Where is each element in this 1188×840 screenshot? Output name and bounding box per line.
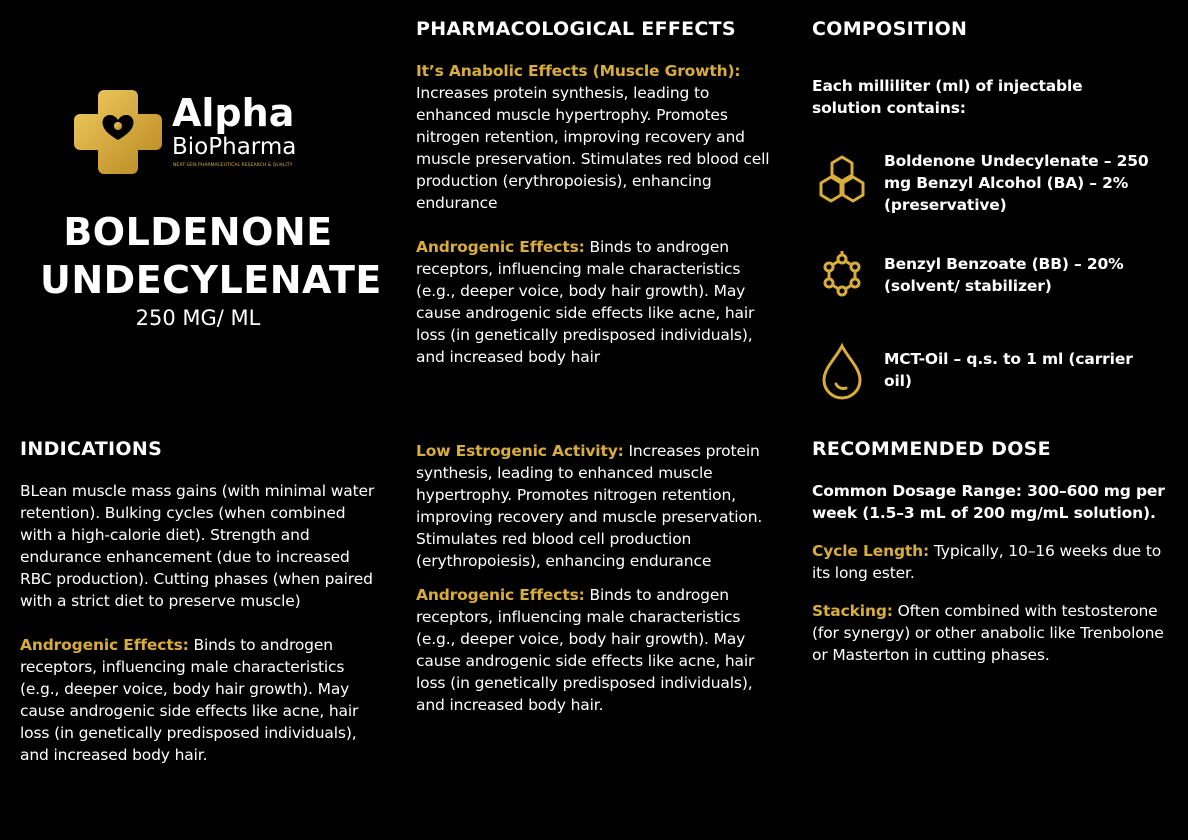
androgenic-effects-label: Androgenic Effects: (416, 586, 585, 604)
low-estrogenic-label: Low Estrogenic Activity: (416, 442, 624, 460)
dosage-range: Common Dosage Range: 300–600 mg per week (1.5–3 mL of 200 mg/mL solution). (812, 482, 1165, 522)
androgenic-effects-text: Binds to androgen receptors, influencing male characteristics (e.g., deeper voice, body hair growth). May cause androgenic side effects like acne, hair loss (in genetically predisposed individuals), and increased body hair (416, 238, 755, 366)
brand-logo (74, 82, 324, 182)
anabolic-effects-paragraph (416, 60, 778, 214)
anabolic-effects-label: It’s Anabolic Effects (Muscle Growth): (416, 62, 741, 80)
oil-drop-icon (812, 340, 872, 400)
cycle-length-text: Typically, 10–16 weeks due to its long ester. (812, 542, 1162, 582)
estrogenic-section (416, 440, 778, 716)
recommended-dose-heading: RECOMMENDED DOSE (812, 438, 1051, 460)
cycle-length-label: Cycle Length: (812, 542, 930, 560)
pharmacological-effects-section (416, 60, 778, 368)
stacking-label: Stacking: (812, 602, 893, 620)
composition-item-text: Benzyl Benzoate (BB) – 20% (solvent/ stabilizer) (884, 255, 1124, 295)
composition-heading: COMPOSITION (812, 18, 968, 40)
androgenic-effects-paragraph (416, 584, 778, 716)
androgenic-effects-label: Androgenic Effects: (20, 636, 189, 654)
androgenic-effects-text: Binds to androgen receptors, influencing male characteristics (e.g., deeper voice, body hair growth). May cause androgenic side effects like acne, hair loss (in genetically predisposed individuals), and increased body hair. (20, 636, 359, 764)
low-estrogenic-text: Increases protein synthesis, leading to enhanced muscle hypertrophy. Promotes nitrogen retention, improving recovery and muscle preservation. Stimulates red blood cell production (erythropoiesis), enhancing endurance (416, 442, 763, 570)
indications-androgenic-paragraph (20, 634, 382, 766)
androgenic-effects-text: Binds to androgen receptors, influencing male characteristics (e.g., deeper voice, body hair growth). May cause androgenic side effects like acne, hair loss (in genetically predisposed individuals), and increased body hair. (416, 586, 755, 714)
stacking-paragraph (812, 600, 1174, 666)
medical-cross-icon (74, 82, 324, 182)
product-title-line2: UNDECYLENATE (40, 258, 382, 302)
cycle-length-paragraph (812, 540, 1174, 584)
indications-section (20, 480, 382, 766)
composition-item (812, 245, 1172, 305)
svg-text:Alpha: Alpha (172, 91, 295, 135)
anabolic-effects-text: Increases protein synthesis, leading to enhanced muscle hypertrophy. Promotes nitrogen retention, improving recovery and muscle preservation. Stimulates red blood cell production (erythropoiesis), enhancing endurance (416, 84, 770, 212)
composition-item (812, 340, 1172, 400)
androgenic-effects-paragraph (416, 236, 778, 368)
composition-intro: Each milliliter (ml) of injectable solution contains: (812, 77, 1083, 117)
stacking-text: Often combined with testosterone (for synergy) or other anabolic like Trenbolone or Masterton in cutting phases. (812, 602, 1164, 664)
indications-heading: INDICATIONS (20, 438, 163, 460)
pharmacological-effects-heading: PHARMACOLOGICAL EFFECTS (416, 18, 736, 40)
hexagon-molecule-icon (812, 153, 872, 213)
androgenic-effects-label: Androgenic Effects: (416, 238, 585, 256)
recommended-dose-section (812, 480, 1174, 666)
composition-item (812, 150, 1172, 216)
composition-item-text: MCT-Oil – q.s. to 1 ml (carrier oil) (884, 350, 1133, 390)
svg-text:NEXT-GEN PHARMACEUTICAL RESEAR: NEXT-GEN PHARMACEUTICAL RESEARCH & QUALITY (173, 163, 293, 168)
ring-molecule-icon (812, 245, 872, 305)
composition-item-text: Boldenone Undecylenate – 250 mg Benzyl Alcohol (BA) – 2% (preservative) (884, 152, 1149, 214)
indications-text: BLean muscle mass gains (with minimal water retention). Bulking cycles (when combined with a high-calorie diet). Strength and endurance enhancement (due to increased RBC production). Cutting phases (when paired with a strict diet to preserve muscle) (20, 482, 375, 610)
svg-text:BioPharma: BioPharma (172, 134, 297, 160)
product-title-line1: BOLDENONE (63, 210, 333, 254)
low-estrogenic-paragraph (416, 440, 778, 572)
product-strength: 250 MG/ ML (135, 306, 261, 330)
product-title (40, 208, 382, 304)
